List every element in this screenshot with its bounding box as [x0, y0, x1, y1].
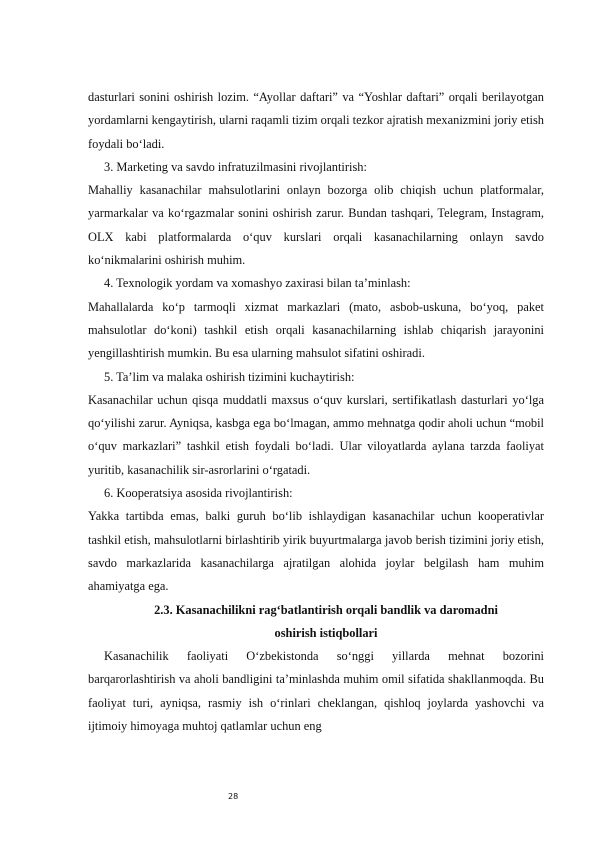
document-page	[88, 86, 544, 738]
list-item-4-text: Mahallalarda ko‘p tarmoqli xizmat markazlari (mato, asbob-uskuna, bo‘yoq, paket mahsulotlar do‘koni) tashkil etish orqali kasanachilarning ishlab chiqarish jarayonini yengillashtirish mumkin. Bu esa ularning mahsulot sifatini oshiradi.	[88, 299, 544, 361]
list-item-3-text: Mahalliy kasanachilar mahsulotlarini onlayn bozorga olib chiqish uchun platformalar, yarmarkalar va ko‘rgazmalar sonini oshirish zarur. Bundan tashqari, Telegram, Instagram, OLX kabi platformalarda o‘quv kurslari orqali kasanachilarning onlayn savdo ko‘nikmalarini oshirish muhim.	[88, 183, 544, 268]
section-heading-line-2: oshirish istiqbollari	[274, 625, 378, 640]
list-item-5-text: Kasanachilar uchun qisqa muddatli maxsus o‘quv kurslari, sertifikatlash dasturlari yo‘lga qo‘yilishi zarur. Ayniqsa, kasbga ega bo‘lmagan, ammo mehnatga qodir aholi uchun “mobil o‘quv markazlari” tashkil etish foydali bo‘ladi. Ular viloyatlarda aylana tarzda faoliyat yuritib, kasanachilik sir-asrorlarini o‘rgatadi.	[88, 392, 544, 477]
section-heading-line-1: 2.3. Kasanachilikni rag‘batlantirish orqali bandlik va daromadni	[154, 602, 498, 617]
list-item-6-text: Yakka tartibda emas, balki guruh bo‘lib ishlaydigan kasanachilar uchun kooperativlar tashkil etish, mahsulotlarni birlashtirib yirik buyurtmalarga javob berish tizimini joriy etish, savdo markazlarida kasanachilarga ajratilgan alohida joylar belgilash ham muhim ahamiyatga ega.	[88, 509, 544, 594]
list-item-5-title: 5. Ta’lim va malaka oshirish tizimini kuchaytirish:	[104, 369, 355, 384]
section-heading	[88, 599, 544, 646]
list-item-4-title: 4. Texnologik yordam va xomashyo zaxirasi bilan ta’minlash:	[104, 276, 411, 291]
page-number: 28	[228, 792, 239, 801]
section-paragraph: Kasanachilik faoliyati O‘zbekistonda so‘nggi yillarda mehnat bozorini barqarorlashtirish va aholi bandligini ta’minlashda muhim omil sifatida shakllanmoqda. Bu faoliyat turi, ayniqsa, rasmiy ish o‘rinlari cheklangan, qishloq joylarda yashovchi va ijtimoiy himoyaga muhtoj qatlamlar uchun eng	[88, 649, 544, 734]
paragraph-continuation: dasturlari sonini oshirish lozim. “Ayollar daftari” va “Yoshlar daftari” orqali berilayotgan yordamlarni kengaytirish, ularni raqamli tizim orqali tezkor ajratish mexanizmini joriy etish foydali bo‘ladi.	[88, 90, 544, 151]
list-item-3-title: 3. Marketing va savdo infratuzilmasini rivojlantirish:	[104, 159, 367, 174]
list-item-6-title: 6. Kooperatsiya asosida rivojlantirish:	[104, 486, 293, 501]
